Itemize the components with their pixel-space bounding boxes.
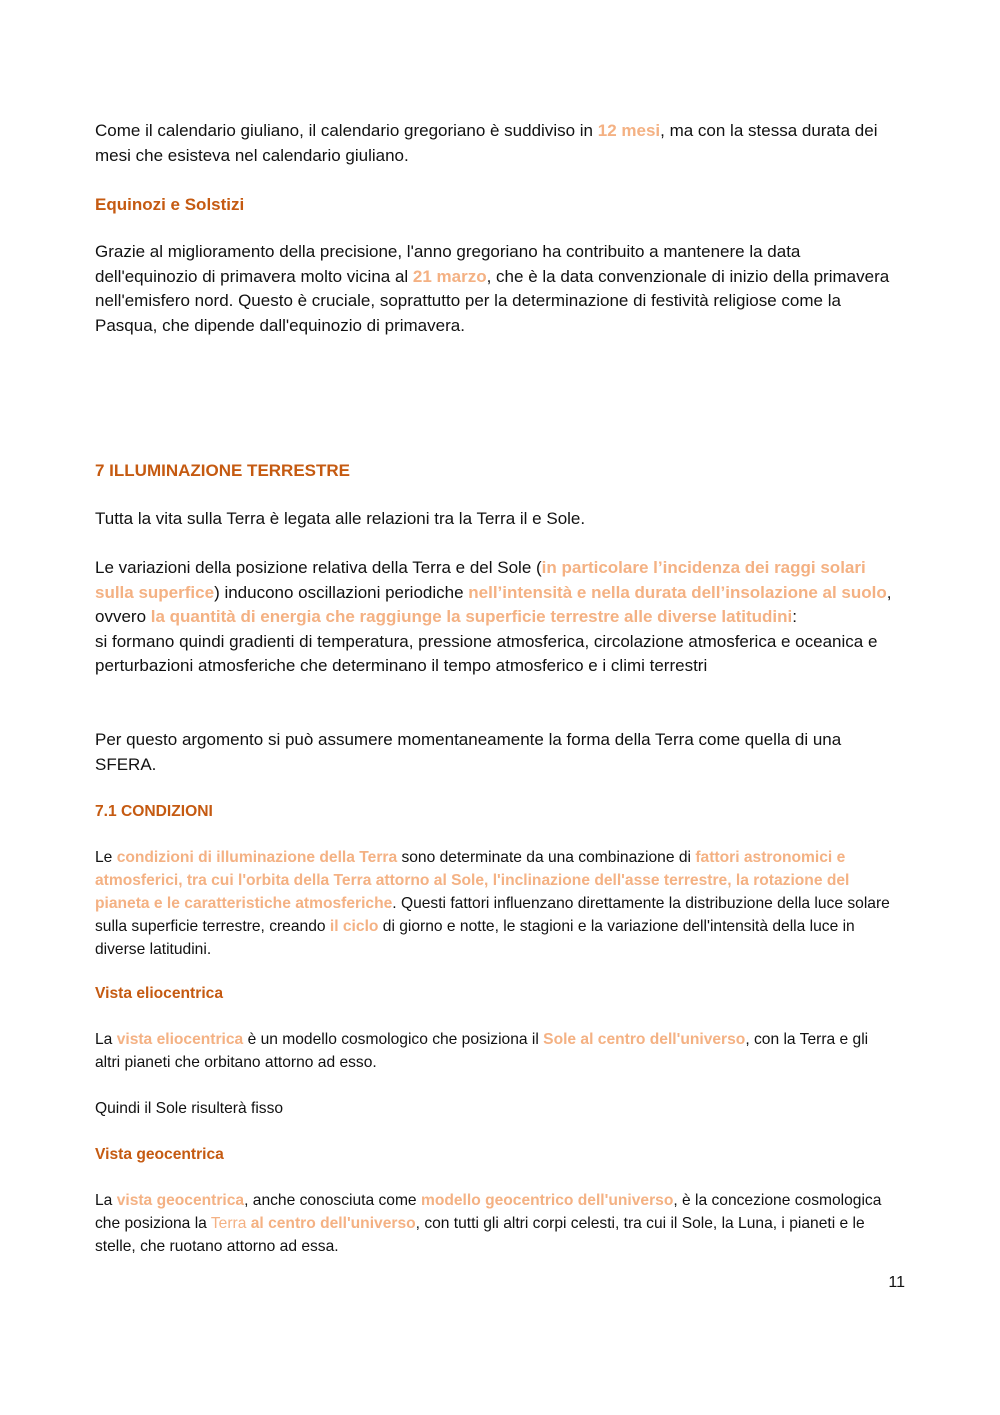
- text: La: [95, 1031, 117, 1048]
- text: :: [792, 607, 797, 627]
- heading-7-1: 7.1 CONDIZIONI: [95, 803, 213, 820]
- highlight: il ciclo: [329, 918, 379, 935]
- text: La: [95, 1192, 117, 1209]
- highlight: vista eliocentrica: [116, 1031, 244, 1048]
- text: Grazie al miglioramento della precisione, l'anno gregoriano ha contribuito a mantenere la data dell'equinozio di primavera molto vicina al: [95, 242, 801, 286]
- highlight: 12 mesi: [597, 121, 661, 140]
- paragraph-condizioni: [95, 846, 895, 961]
- text: Le: [95, 849, 117, 866]
- highlight: nell’intensità e nella durata dell’insolazione al suolo: [468, 582, 887, 602]
- text: , ovvero: [95, 582, 892, 627]
- text: Come il calendario giuliano, il calendario gregoriano è suddiviso in: [95, 121, 598, 140]
- highlight: Terra: [210, 1215, 247, 1232]
- text: , con la Terra e gli altri pianeti che orbitano attorno ad esso.: [95, 1031, 869, 1071]
- text: , che è la data convenzionale di inizio della primavera nell'emisfero nord. Questo è cruciale, soprattutto per la determinazione di festività religiose come la Pasqua, che dipende dall'equinozio di primavera.: [95, 266, 890, 335]
- highlight: in particolare l’incidenza dei raggi solari sulla superfice: [95, 558, 866, 602]
- paragraph-variazioni: [95, 556, 895, 679]
- text: Le variazioni della posizione relativa della Terra e del Sole (: [95, 558, 542, 577]
- highlight: fattori astronomici e atmosferici, tra cui l'orbita della Terra attorno al Sole, l'inclinazione dell'asse terrestre, la rotazione del pianeta e le caratteristiche atmosferiche: [95, 849, 850, 912]
- highlight: Sole al centro dell'universo: [543, 1031, 746, 1048]
- text: , anche conosciuta come: [244, 1192, 421, 1209]
- highlight: 21 marzo: [412, 266, 487, 286]
- highlight: la quantità di energia che raggiunge la superficie terrestre alle diverse latitudini: [150, 607, 793, 627]
- paragraph-eliocentrica: [95, 1028, 895, 1074]
- highlight: modello geocentrico dell'universo: [420, 1192, 674, 1209]
- paragraph-fisso: Quindi il Sole risulterà fisso: [95, 1100, 284, 1117]
- highlight: condizioni di illuminazione della Terra: [116, 849, 398, 866]
- paragraph-calendar: [95, 119, 895, 168]
- paragraph-geocentrica: [95, 1189, 895, 1258]
- text: sono determinate da una combinazione di: [397, 849, 696, 866]
- paragraph-equinozi: [95, 240, 895, 338]
- heading-eliocentrica: Vista eliocentrica: [95, 985, 223, 1002]
- highlight: vista geocentrica: [116, 1192, 245, 1209]
- text: ) inducono oscillazioni periodiche: [214, 582, 469, 602]
- heading-section-7: 7 ILLUMINAZIONE TERRESTRE: [95, 461, 351, 480]
- page-number: 11: [888, 1274, 905, 1291]
- text: si formano quindi gradienti di temperatura, pressione atmosferica, circolazione atmosferica e oceanica e perturbazioni atmosferiche che determinano il tempo atmosferico e i climi terrestri: [95, 631, 878, 676]
- highlight: al centro dell'universo: [246, 1215, 416, 1232]
- text: . Questi fattori influenzano direttamente la distribuzione della luce solare sulla superficie terrestre, creando: [95, 895, 890, 935]
- paragraph-vita: Tutta la vita sulla Terra è legata alle relazioni tra la Terra il e Sole.: [95, 509, 586, 528]
- heading-geocentrica: Vista geocentrica: [95, 1146, 224, 1163]
- text: , con tutti gli altri corpi celesti, tra cui il Sole, la Luna, i pianeti e le stelle, che ruotano attorno ad essa.: [95, 1215, 865, 1255]
- paragraph-sfera: Per questo argomento si può assumere momentaneamente la forma della Terra come quella di una SFERA.: [95, 730, 842, 774]
- text: , ma con la stessa durata dei mesi che esisteva nel calendario giuliano.: [95, 121, 878, 165]
- heading-equinozi: Equinozi e Solstizi: [95, 195, 245, 214]
- text: di giorno e notte, le stagioni e la variazione dell'intensità della luce in diverse latitudini.: [95, 918, 855, 958]
- text: è un modello cosmologico che posiziona il: [243, 1031, 544, 1048]
- text: , è la concezione cosmologica che posiziona la: [95, 1192, 882, 1232]
